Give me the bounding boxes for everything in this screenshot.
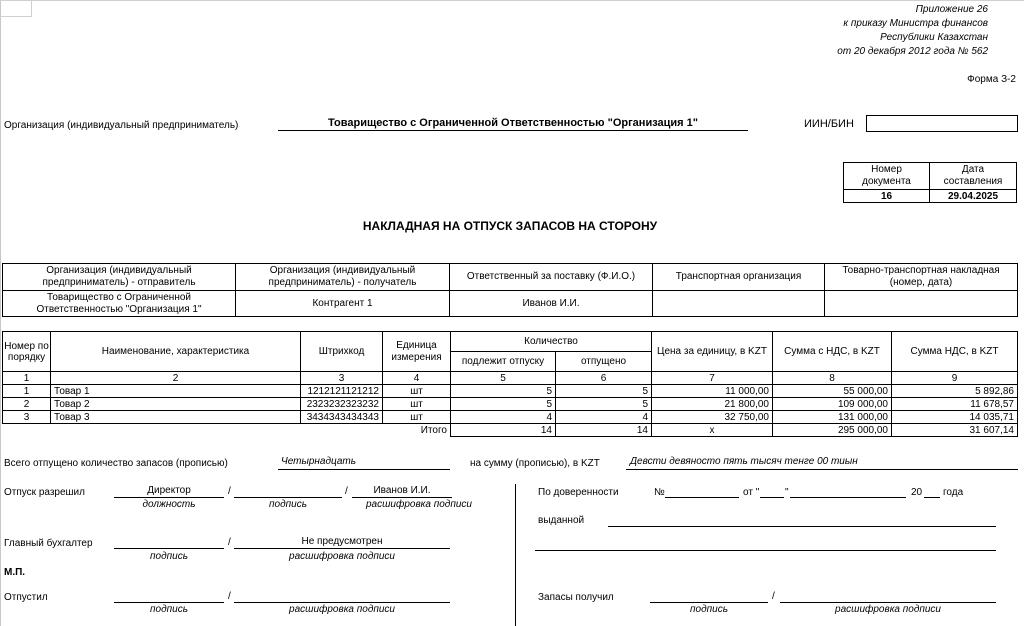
col-header-qty-released: отпущено xyxy=(556,352,652,372)
total-price: х xyxy=(652,424,773,437)
total-sum-vat: 295 000,00 xyxy=(773,424,892,437)
row-sum-vat: 109 000,00 xyxy=(773,398,892,411)
receiver-value: Контрагент 1 xyxy=(236,291,450,317)
row-vat: 14 035,71 xyxy=(892,411,1018,424)
col-header-qty: Количество xyxy=(451,332,652,352)
col-header-barcode: Штрихкод xyxy=(301,332,383,372)
appendix-line-1: Приложение 26 xyxy=(915,4,988,15)
doc-number-header: Номер документа xyxy=(844,163,930,190)
frame-top-border xyxy=(0,0,1024,1)
chief-accountant-label: Главный бухгалтер xyxy=(4,538,93,549)
stamp-place-label: М.П. xyxy=(4,567,26,578)
form-code: Форма З-2 xyxy=(967,74,1016,85)
released-by-label: Отпустил xyxy=(4,592,48,603)
doc-date-header: Дата составления xyxy=(930,163,1017,190)
proxy-issued-label: выданной xyxy=(538,515,585,526)
proxy-from-label: от " xyxy=(743,487,760,498)
row-sum-vat: 131 000,00 xyxy=(773,411,892,424)
signature-divider xyxy=(515,484,516,626)
proxy-label: По доверенности xyxy=(538,487,619,498)
total-qty-due: 14 xyxy=(451,424,556,437)
proxy-extra-line xyxy=(535,550,996,551)
table-row xyxy=(3,385,1018,398)
row-qty-released: 5 xyxy=(556,385,652,398)
proxy-day-line xyxy=(760,485,784,498)
slash: / xyxy=(228,537,231,548)
row-price: 21 800,00 xyxy=(652,398,773,411)
proxy-month-line xyxy=(790,485,906,498)
row-unit: шт xyxy=(383,385,451,398)
proxy-quote: " xyxy=(785,487,789,498)
received-signature-line xyxy=(650,590,768,603)
row-vat: 11 678,57 xyxy=(892,398,1018,411)
col-number: 4 xyxy=(383,372,451,385)
row-num: 3 xyxy=(3,411,51,424)
release-signature-line xyxy=(234,485,342,498)
row-barcode: 3434343434343 xyxy=(301,411,383,424)
total-qty-words-value: Четырнадцать xyxy=(278,456,450,470)
col-number: 5 xyxy=(451,372,556,385)
doc-number-date-table xyxy=(843,162,1017,203)
row-sum-vat: 55 000,00 xyxy=(773,385,892,398)
total-sum-words-value: Девсти девяносто пять тысяч тенге 00 тиын xyxy=(626,456,1018,470)
total-label: Итого xyxy=(3,424,451,437)
row-qty-released: 5 xyxy=(556,398,652,411)
caption-decode: расшифровка подписи xyxy=(835,604,941,615)
col-number: 8 xyxy=(773,372,892,385)
iin-field xyxy=(866,115,1018,132)
table-row xyxy=(3,398,1018,411)
proxy-year-suffix: года xyxy=(943,487,964,498)
row-name: Товар 3 xyxy=(51,411,301,424)
caption-signature: подпись xyxy=(150,551,188,562)
row-name: Товар 1 xyxy=(51,385,301,398)
col-number: 1 xyxy=(3,372,51,385)
row-unit: шт xyxy=(383,398,451,411)
org-label: Организация (индивидуальный предприниматель) xyxy=(4,120,239,131)
waybill-value xyxy=(825,291,1018,317)
doc-number-value: 16 xyxy=(844,190,930,203)
row-name: Товар 2 xyxy=(51,398,301,411)
col-header-sum-vat: Сумма с НДС, в KZT xyxy=(773,332,892,372)
row-qty-released: 4 xyxy=(556,411,652,424)
col-number: 7 xyxy=(652,372,773,385)
total-qty-released: 14 xyxy=(556,424,652,437)
chief-accountant-value: Не предусмотрен xyxy=(234,536,450,549)
col-header-vat: Сумма НДС, в KZT xyxy=(892,332,1018,372)
doc-date-value: 29.04.2025 xyxy=(930,190,1017,203)
slash: / xyxy=(345,486,348,497)
row-unit: шт xyxy=(383,411,451,424)
received-by-label: Запасы получил xyxy=(538,592,614,603)
row-num: 1 xyxy=(3,385,51,398)
responsible-header: Ответственный за поставку (Ф.И.О.) xyxy=(450,264,653,291)
slash: / xyxy=(228,486,231,497)
col-header-unit: Единица измерения xyxy=(383,332,451,372)
col-number: 6 xyxy=(556,372,652,385)
col-header-name: Наименование, характеристика xyxy=(51,332,301,372)
release-name-value: Иванов И.И. xyxy=(352,485,452,498)
total-sum-words-label: на сумму (прописью), в KZT xyxy=(470,458,600,469)
col-header-price: Цена за единицу, в KZT xyxy=(652,332,773,372)
caption-signature: подпись xyxy=(690,604,728,615)
proxy-number-sign: № xyxy=(654,487,665,498)
proxy-issued-line xyxy=(608,526,996,527)
org-value: Товарищество с Ограниченной Ответственностью "Организация 1" xyxy=(278,117,748,131)
frame-left-border xyxy=(0,0,1,626)
parties-table xyxy=(2,263,1018,317)
col-number: 9 xyxy=(892,372,1018,385)
row-num: 2 xyxy=(3,398,51,411)
row-qty-due: 4 xyxy=(451,411,556,424)
sender-header: Организация (индивидуальный предприниматель) - отправитель xyxy=(3,264,236,291)
proxy-year-prefix: 20 xyxy=(911,487,923,498)
document-title: НАКЛАДНАЯ НА ОТПУСК ЗАПАСОВ НА СТОРОНУ xyxy=(362,219,658,233)
proxy-number-line xyxy=(665,485,739,498)
proxy-year-line xyxy=(924,485,940,498)
col-number: 3 xyxy=(301,372,383,385)
row-price: 32 750,00 xyxy=(652,411,773,424)
caption-decode: расшифровка подписи xyxy=(366,499,472,510)
caption-position: должность xyxy=(142,499,196,510)
table-row xyxy=(3,411,1018,424)
sender-value: Товарищество с Ограниченной Ответственностью "Организация 1" xyxy=(3,291,236,317)
appendix-block xyxy=(688,3,988,59)
caption-decode: расшифровка подписи xyxy=(289,604,395,615)
release-authorized-label: Отпуск разрешил xyxy=(4,487,85,498)
responsible-value: Иванов И.И. xyxy=(450,291,653,317)
release-position-value: Директор xyxy=(114,485,224,498)
col-header-num: Номер по порядку xyxy=(3,332,51,372)
iin-label: ИИН/БИН xyxy=(804,118,854,130)
transport-org-value xyxy=(653,291,825,317)
caption-decode: расшифровка подписи xyxy=(289,551,395,562)
receiver-header: Организация (индивидуальный предприниматель) - получатель xyxy=(236,264,450,291)
appendix-line-4: от 20 декабря 2012 года № 562 xyxy=(837,46,988,57)
total-row xyxy=(3,424,1018,437)
sheet-corner-cell xyxy=(0,0,32,17)
row-vat: 5 892,86 xyxy=(892,385,1018,398)
chief-signature-line xyxy=(114,536,224,549)
transport-org-header: Транспортная организация xyxy=(653,264,825,291)
items-table xyxy=(2,331,1018,437)
total-qty-words-label: Всего отпущено количество запасов (прописью) xyxy=(4,458,228,469)
waybill-header: Товарно-транспортная накладная (номер, дата) xyxy=(825,264,1018,291)
appendix-line-2: к приказу Министра финансов xyxy=(843,18,988,29)
received-decode-line xyxy=(780,590,996,603)
row-qty-due: 5 xyxy=(451,385,556,398)
row-price: 11 000,00 xyxy=(652,385,773,398)
released-decode-line xyxy=(234,590,450,603)
row-barcode: 1212121121212 xyxy=(301,385,383,398)
row-barcode: 2323232323232 xyxy=(301,398,383,411)
slash: / xyxy=(772,591,775,602)
caption-signature: подпись xyxy=(269,499,307,510)
row-qty-due: 5 xyxy=(451,398,556,411)
col-number: 2 xyxy=(51,372,301,385)
appendix-line-3: Республики Казахстан xyxy=(880,32,988,43)
slash: / xyxy=(228,591,231,602)
col-header-qty-due: подлежит отпуску xyxy=(451,352,556,372)
column-numbers-row xyxy=(3,372,1018,385)
caption-signature: подпись xyxy=(150,604,188,615)
released-signature-line xyxy=(114,590,224,603)
total-vat: 31 607,14 xyxy=(892,424,1018,437)
